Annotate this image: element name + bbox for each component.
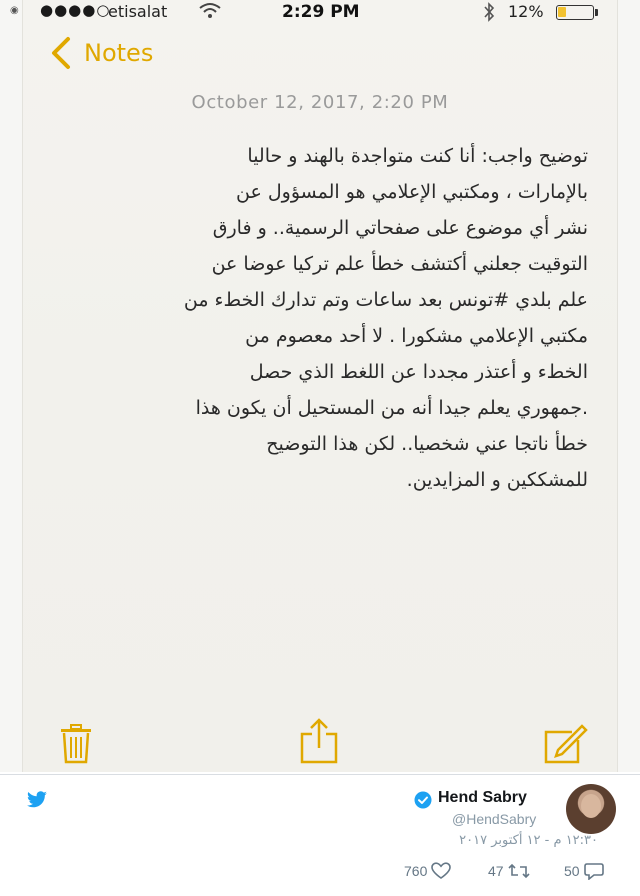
note-line: مكتبي الإعلامي مشكورا . لا أحد معصوم من bbox=[245, 325, 588, 347]
author-handle[interactable]: @HendSabry bbox=[452, 811, 537, 827]
note-line: للمشككين و المزايدين. bbox=[406, 469, 588, 491]
trash-icon[interactable] bbox=[58, 724, 94, 764]
right-margin bbox=[618, 0, 640, 772]
lock-rotation-icon: ◉ bbox=[10, 5, 19, 16]
battery-tip bbox=[595, 9, 598, 16]
retweet-button[interactable] bbox=[488, 861, 530, 881]
back-button-label: Notes bbox=[84, 39, 154, 67]
verified-badge-icon bbox=[414, 791, 432, 809]
battery-icon bbox=[556, 5, 594, 20]
status-bar bbox=[0, 0, 640, 24]
share-icon[interactable] bbox=[298, 718, 340, 764]
heart-icon bbox=[431, 862, 451, 880]
author-name[interactable]: Hend Sabry bbox=[438, 789, 527, 806]
battery-level-fill bbox=[558, 7, 566, 17]
note-line: التوقيت جعلني أكتشف خطأ علم تركيا عوضا عن bbox=[211, 253, 588, 275]
tweet-timestamp[interactable]: ١٢:٣٠ م - ١٢ أكتوبر ٢٠١٧ bbox=[459, 833, 598, 848]
reply-button[interactable] bbox=[564, 861, 604, 881]
compose-icon[interactable] bbox=[542, 722, 588, 764]
note-line: توضيح واجب: أنا كنت متواجدة بالهند و حاليا bbox=[247, 145, 588, 167]
note-line: نشر أي موضوع على صفحاتي الرسمية.. و فارق bbox=[212, 217, 588, 239]
reply-icon bbox=[584, 862, 604, 880]
note-line: الخطء و أعتذر مجددا عن اللغط الذي حصل bbox=[249, 361, 588, 383]
note-date: October 12, 2017, 2:20 PM bbox=[191, 92, 449, 113]
like-count: 760 bbox=[404, 863, 428, 879]
note-line: خطأ ناتجا عني شخصيا.. لكن هذا التوضيح bbox=[266, 433, 588, 455]
retweet-count: 47 bbox=[488, 863, 504, 879]
back-button[interactable] bbox=[48, 36, 153, 70]
carrier-name: etisalat bbox=[108, 2, 168, 21]
note-line: علم بلدي #تونس بعد ساعات وتم تدارك الخطء من bbox=[183, 289, 588, 311]
note-line: .جمهوري يعلم جيدا أنه من المستحيل أن يكون هذا bbox=[195, 397, 588, 419]
retweet-icon bbox=[508, 862, 530, 880]
avatar-face bbox=[581, 794, 601, 818]
note-text[interactable] bbox=[96, 138, 588, 498]
like-button[interactable] bbox=[404, 861, 451, 881]
left-margin bbox=[0, 0, 22, 772]
bluetooth-icon bbox=[482, 2, 496, 26]
status-time: 2:29 PM bbox=[282, 2, 360, 22]
reply-count: 50 bbox=[564, 863, 580, 879]
tweet-card[interactable] bbox=[0, 774, 640, 896]
wifi-icon bbox=[198, 1, 222, 23]
note-line: بالإمارات ، ومكتبي الإعلامي هو المسؤول عن bbox=[236, 181, 588, 203]
signal-icon: ●●●●○ bbox=[40, 1, 111, 19]
chevron-left-icon bbox=[48, 36, 74, 70]
battery-percent: 12% bbox=[508, 2, 544, 21]
avatar[interactable] bbox=[566, 784, 616, 834]
twitter-bird-icon bbox=[26, 791, 48, 809]
